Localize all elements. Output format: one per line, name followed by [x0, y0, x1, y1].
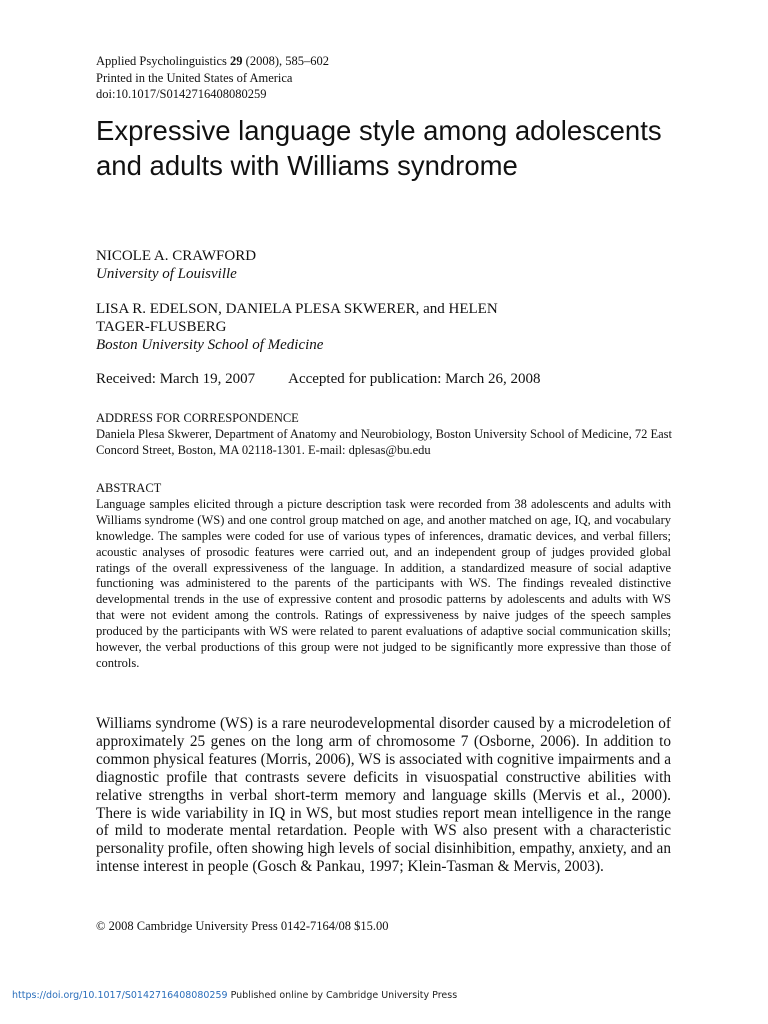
author-names: NICOLE A. CRAWFORD [96, 248, 257, 264]
author-affiliation: University of Louisville [96, 266, 237, 282]
copyright-line: © 2008 Cambridge University Press 0142-7164/08 $15.00 [96, 919, 389, 933]
intro-paragraph: Williams syndrome (WS) is a rare neurodevelopmental disorder caused by a microdeletion of approximately 25 genes on the long arm of chromosome 7 (Osborne, 2006). In addition to common physical features (Morris, 2006), WS is associated with cognitive impairments and a diagnostic profile that contrasts severe deficits in visuospatial constructive abilities with relative strengths in verbal short-term memory and language skills (Mervis et al., 2000). There is wide variability in IQ in WS, but most studies report mean intelligence in the range of mild to moderate mental retardation. People with WS also present with a characteristic personality profile, often showing high levels of social disinhibition, empathy, anxiety, and an intense interest in people (Gosch & Pankau, 1997; Klein-Tasman & Mervis, 2003). [96, 715, 671, 876]
abstract-block [96, 481, 671, 672]
author-names: LISA R. EDELSON, DANIELA PLESA SKWERER, and HELEN TAGER-FLUSBERG [96, 301, 498, 335]
abstract-text: Language samples elicited through a picture description task were recorded from 38 adolescents and adults with Williams syndrome (WS) and one control group matched on age, and another matched on age, IQ, and vocabulary knowledge. The samples were coded for use of various types of inferences, dramatic devices, and verbal fillers; acoustic analyses of prosodic features were carried out, and an independent group of judges provided global ratings of the overall expressiveness of the language. In addition, a standardized measure of social adaptive functioning was administered to the parents of the participants with WS. The findings revealed distinctive developmental trends in the use of expressive content and prosodic patterns by adolescents and adults with WS that were not evident among the controls. Ratings of expressiveness by naive judges of the speech samples produced by the participants with WS were related to parent evaluations of adaptive social communication skills; however, the verbal productions of this group were not judged to be significantly more expressive than those of controls. [96, 496, 671, 670]
page-footer [12, 990, 457, 1002]
author-group-1 [96, 247, 676, 283]
abstract-heading: ABSTRACT [96, 481, 162, 495]
accepted-date: Accepted for publication: March 26, 2008 [288, 371, 541, 387]
correspondence-heading: ADDRESS FOR CORRESPONDENCE [96, 411, 299, 425]
journal-citation [96, 53, 329, 70]
header-doi: doi:10.1017/S0142716408080259 [96, 87, 267, 101]
author-group-2 [96, 300, 536, 354]
journal-name: Applied Psycholinguistics [96, 54, 227, 68]
journal-info [96, 53, 329, 103]
journal-year-pages: (2008), 585–602 [245, 54, 329, 68]
journal-volume: 29 [230, 54, 243, 68]
printed-note: Printed in the United States of America [96, 70, 293, 85]
article-title: Expressive language style among adolescents and adults with Williams syndrome [96, 115, 662, 181]
footer-published-note: Published online by Cambridge University Press [230, 990, 458, 1001]
correspondence-text: Daniela Plesa Skwerer, Department of Anatomy and Neurobiology, Boston University School of Medicine, 72 East Concord Street, Boston, MA 02118-1301. E-mail: dplesas@bu.edu [96, 427, 673, 457]
footer-doi-link[interactable]: https://doi.org/10.1017/S0142716408080259 [12, 990, 228, 1001]
correspondence-block [96, 410, 676, 458]
received-date: Received: March 19, 2007 [96, 371, 256, 387]
author-affiliation: Boston University School of Medicine [96, 337, 324, 353]
article-dates [96, 370, 541, 388]
